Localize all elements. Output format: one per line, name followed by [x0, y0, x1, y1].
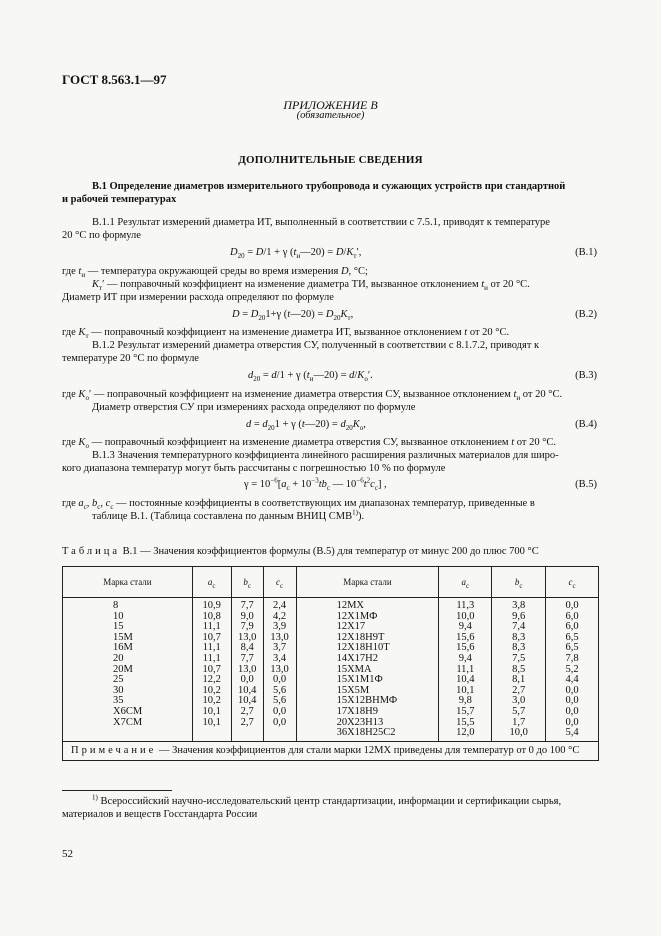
table-cell: 3,4	[273, 652, 287, 664]
table-cell: 12Х18Н9Т	[336, 631, 385, 643]
col-c-right	[546, 598, 599, 742]
table-cell: 12МХ	[336, 600, 364, 611]
table-cell: 7,7	[240, 600, 254, 611]
footnote-ref: 1)	[352, 508, 358, 517]
table-cell: 10,2	[202, 695, 221, 707]
table-cell: 20Х23Н13	[336, 716, 384, 728]
table-cell: 12,2	[202, 674, 221, 686]
subsection-b1-line2: и рабочей температурах	[62, 194, 177, 205]
table-cell: 10,2	[202, 684, 221, 696]
para-b12-line2: температуре 20 °С по формуле	[62, 353, 199, 364]
table-cell: 10,0	[456, 610, 475, 622]
col-header-a-right: $a_c$	[439, 567, 492, 598]
col-header-grade-left: Марка стали	[63, 567, 193, 598]
where-b3: где $K_о'$ — поправочный коэффициент на изменение диаметра отверстия СУ, вызванное отклонением $t_и$ от 20 °С.	[62, 389, 563, 403]
table-cell: 11,3	[456, 600, 475, 611]
where-b1-line2: $K_т'$ — поправочный коэффициент на изменение диаметра ТИ, вызванное отклонением $t_и$ от 20 °С.	[92, 279, 530, 293]
table-cell: 2,7	[240, 716, 254, 728]
formula-b1-number: (В.1)	[575, 247, 597, 258]
col-header-c-right: $c_c$	[546, 567, 599, 598]
where-b4: где $K_о$ — поправочный коэффициент на изменение диаметра отверстия СУ, вызванное отклонением t от 20 °С.	[62, 437, 557, 451]
para-b13-line2: кого диапазона температур могут быть рассчитаны с погрешностью 10 % по формуле	[62, 463, 446, 474]
table-cell: 9,6	[512, 610, 526, 622]
table-cell: 11,1	[202, 621, 221, 633]
table-cell: 8,4	[240, 642, 254, 654]
table-cell: 0,0	[565, 716, 579, 728]
table-cell: 0,0	[273, 705, 287, 717]
table-cell: 36Х18Н25С2	[336, 727, 396, 739]
table-cell: 7,4	[512, 621, 526, 633]
table-cell: 4,4	[565, 674, 579, 686]
table-cell: 2,7	[512, 684, 526, 696]
para-b11-line2: 20 °С по формуле	[62, 230, 141, 241]
steel-coefficients-table	[62, 566, 599, 761]
table-cell: 1,7	[512, 716, 526, 728]
table-cell: 5,6	[273, 684, 287, 696]
table-caption-text: В.1 — Значения коэффициентов формулы (В.5) для температур от минус 200 до плюс 700 °С	[122, 546, 539, 557]
table-cell: 10,7	[202, 663, 221, 675]
table-cell: 10,1	[202, 705, 221, 717]
table-caption	[62, 545, 539, 558]
para-b11-line1: В.1.1 Результат измерений диаметра ИТ, выполненный в соответствии с 7.5.1, приводят к температуре	[92, 217, 550, 228]
section-heading: ДОПОЛНИТЕЛЬНЫЕ СВЕДЕНИЯ	[238, 154, 423, 166]
table-cell: 11,1	[202, 652, 221, 664]
table-cell: 10,9	[202, 600, 221, 611]
table-cell: 15М	[113, 631, 133, 643]
table-cell: 10,1	[202, 716, 221, 728]
para-b12-line1: В.1.2 Результат измерений диаметра отверстия СУ, полученный в соответствии с 8.1.7.2, приводят к	[92, 340, 540, 351]
formula-b2-number: (В.2)	[575, 309, 597, 320]
table-cell: 9,4	[458, 621, 472, 633]
col-a-left	[192, 598, 231, 742]
table-cell: 13,0	[270, 663, 289, 675]
table-cell: 6,0	[565, 621, 579, 633]
table-header-row	[63, 567, 599, 598]
table-cell: 12,0	[456, 727, 475, 739]
table-cell: 7,9	[240, 621, 254, 633]
table-cell: 10,0	[509, 727, 528, 739]
where-b2: где $K_т$ — поправочный коэффициент на изменение диаметра ИТ, вызванное отклонением t от 20 °С.	[62, 327, 510, 341]
table-cell: 12Х18Н10Т	[336, 642, 390, 654]
table-cell: 8,3	[512, 642, 526, 654]
table-cell: 0,0	[565, 705, 579, 717]
table-caption-label: Таблица	[62, 546, 121, 557]
table-cell: 10,1	[456, 684, 475, 696]
where-b1-line3: Диаметр ИТ при измерении расхода определяют по формуле	[62, 292, 334, 303]
col-grade-left	[63, 598, 193, 742]
where-b3-line2: Диаметр отверстия СУ при измерениях расхода определяют по формуле	[92, 402, 416, 413]
table-cell: 4,2	[273, 610, 287, 622]
table-cell: 20М	[113, 663, 133, 675]
table-cell: 13,0	[237, 663, 257, 675]
table-cell: 6,5	[565, 642, 579, 654]
table-cell: 15,6	[456, 642, 475, 654]
table-cell: 6,5	[565, 631, 579, 643]
col-grade-right	[296, 598, 439, 742]
table-cell: 35	[113, 695, 124, 707]
where-b5-line2: таблице В.1. (Таблица составлена по данным ВНИЦ СМВ$^{1)}$).	[92, 508, 365, 522]
col-b-right	[492, 598, 546, 742]
document-header: ГОСТ 8.563.1—97	[62, 72, 167, 87]
table-cell: 15Х1М1Ф	[336, 674, 383, 686]
table-note	[63, 741, 599, 761]
table-cell: Х6СМ	[113, 705, 143, 717]
table-cell: Х7СМ	[113, 716, 143, 728]
table-cell: 9,4	[458, 652, 472, 664]
table-cell: 0,0	[565, 684, 579, 696]
formula-b5: $\gamma = 10^{-6}[a_с + 10^{-3}tb_с$ — $10^{-6}t^2c_с$] ,	[244, 476, 387, 493]
footnote-mark: 1)	[92, 793, 98, 802]
table-cell: 20	[113, 652, 124, 664]
table-cell: 14Х17Н2	[336, 652, 378, 664]
col-b-left	[231, 598, 263, 742]
table-cell: 10,4	[456, 674, 475, 686]
table-cell: 9,0	[240, 610, 254, 622]
table-cell: 15ХМА	[336, 663, 372, 675]
where-b1-line1: где $t_и$ — температура окружающей среды во время измерения D, °С;	[62, 266, 368, 280]
table-cell: 8,1	[512, 674, 526, 686]
table-cell: 5,2	[565, 663, 579, 675]
table-cell: 0,0	[240, 674, 254, 686]
table-cell: 3,7	[273, 642, 287, 654]
table-cell: 30	[113, 684, 124, 696]
table-cell: 15	[113, 621, 124, 633]
formula-b5-number: (В.5)	[575, 479, 597, 490]
table-cell: 15Х12ВНМФ	[336, 695, 398, 707]
footnote-separator	[62, 790, 172, 791]
table-cell: 11,1	[202, 642, 221, 654]
col-header-a-left: $a_c$	[192, 567, 231, 598]
table-cell: 10,7	[202, 631, 221, 643]
formula-b1: $D_{20} = D/1 + \gamma$ $(t_и—20) = D/K_т'$,	[230, 247, 362, 261]
col-header-b-left: $b_c$	[231, 567, 263, 598]
table-cell: 13,0	[270, 631, 289, 643]
table-note-label: Примечание	[71, 744, 157, 756]
table-cell: 0,0	[565, 600, 579, 611]
table-cell: 8,3	[512, 631, 526, 643]
table-cell: 8,5	[512, 663, 526, 675]
table-cell: 6,0	[565, 610, 579, 622]
where-b5-line1: где $a_с$, $b_с$, $c_с$ — постоянные коэффициенты в соответствующих им диапазонах температур, приведенные в	[62, 498, 535, 512]
table-cell: 17Х18Н9	[336, 705, 378, 717]
col-a-right	[439, 598, 492, 742]
table-cell: 11,1	[456, 663, 475, 675]
table-cell: 2,7	[240, 705, 254, 717]
table-cell: 15,7	[456, 705, 475, 717]
table-cell: 15,5	[456, 716, 475, 728]
table-cell: 5,7	[512, 705, 526, 717]
col-c-left	[263, 598, 296, 742]
footnote	[62, 795, 599, 821]
table-cell: 10,8	[202, 610, 221, 622]
formula-b3-number: (В.3)	[575, 370, 597, 381]
table-body-row	[63, 598, 599, 742]
table-cell: 3,8	[512, 600, 526, 611]
table-cell: 10	[113, 610, 124, 622]
table-cell: 3,0	[512, 695, 526, 707]
table-note-row	[63, 741, 599, 761]
table-cell: 8	[113, 600, 119, 611]
table-cell: 7,5	[512, 652, 526, 664]
table-cell: 12Х17	[336, 621, 366, 633]
appendix-status: (обязательное)	[296, 110, 365, 121]
col-header-c-left: $c_c$	[263, 567, 296, 598]
formula-b2: $D = D_{20}1+\gamma$ (t—20) = $D_{20}K_т$,	[232, 309, 354, 323]
table-cell: 25	[113, 674, 124, 686]
table-note-text: — Значения коэффициентов для стали марки 12МХ приведены для температур от 0 до 100 °С	[156, 744, 580, 756]
table-cell: 7,8	[565, 652, 579, 664]
table-cell: 12Х1МФ	[336, 610, 378, 622]
formula-b4-number: (В.4)	[575, 419, 597, 430]
table-cell: 0,0	[273, 716, 287, 728]
table-cell: 5,6	[273, 695, 287, 707]
col-header-grade-right: Марка стали	[296, 567, 439, 598]
table-cell: 0,0	[565, 695, 579, 707]
table-cell: 5,4	[565, 727, 579, 739]
formula-b3: $d_{20} = d/1 + \gamma$ $(t_и—20) = d/K_о'$.	[248, 370, 373, 384]
table-cell: 16М	[113, 642, 133, 654]
table-cell: 15,6	[456, 631, 475, 643]
table-cell: 13,0	[237, 631, 257, 643]
appendix-title: ПРИЛОЖЕНИЕ В	[283, 98, 378, 112]
col-header-b-right: $b_c$	[492, 567, 546, 598]
table-cell: 2,4	[273, 600, 287, 611]
table-cell: 0,0	[273, 674, 287, 686]
table-cell: 15Х5М	[336, 684, 370, 696]
table-cell: 10,4	[237, 695, 257, 707]
table-cell: 9,8	[458, 695, 472, 707]
para-b13-line1: В.1.3 Значения температурного коэффициента линейного расширения различных материалов для широ-	[92, 450, 559, 461]
table-cell: 3,9	[273, 621, 287, 633]
footnote-text: Всероссийский научно-исследовательский центр стандартизации, информации и сертификации сырья, материалов и веществ Госстандарта России	[62, 796, 562, 820]
page-number: 52	[62, 848, 73, 860]
table-cell: 10,4	[237, 684, 257, 696]
table-cell: 7,7	[240, 652, 254, 664]
formula-b4: $d = d_{20}1 + \gamma$ (t—20) = $d_{20}K_о$,	[246, 419, 366, 433]
subsection-b1-line1: В.1 Определение диаметров измерительного трубопровода и сужающих устройств при стандартной	[92, 181, 566, 192]
